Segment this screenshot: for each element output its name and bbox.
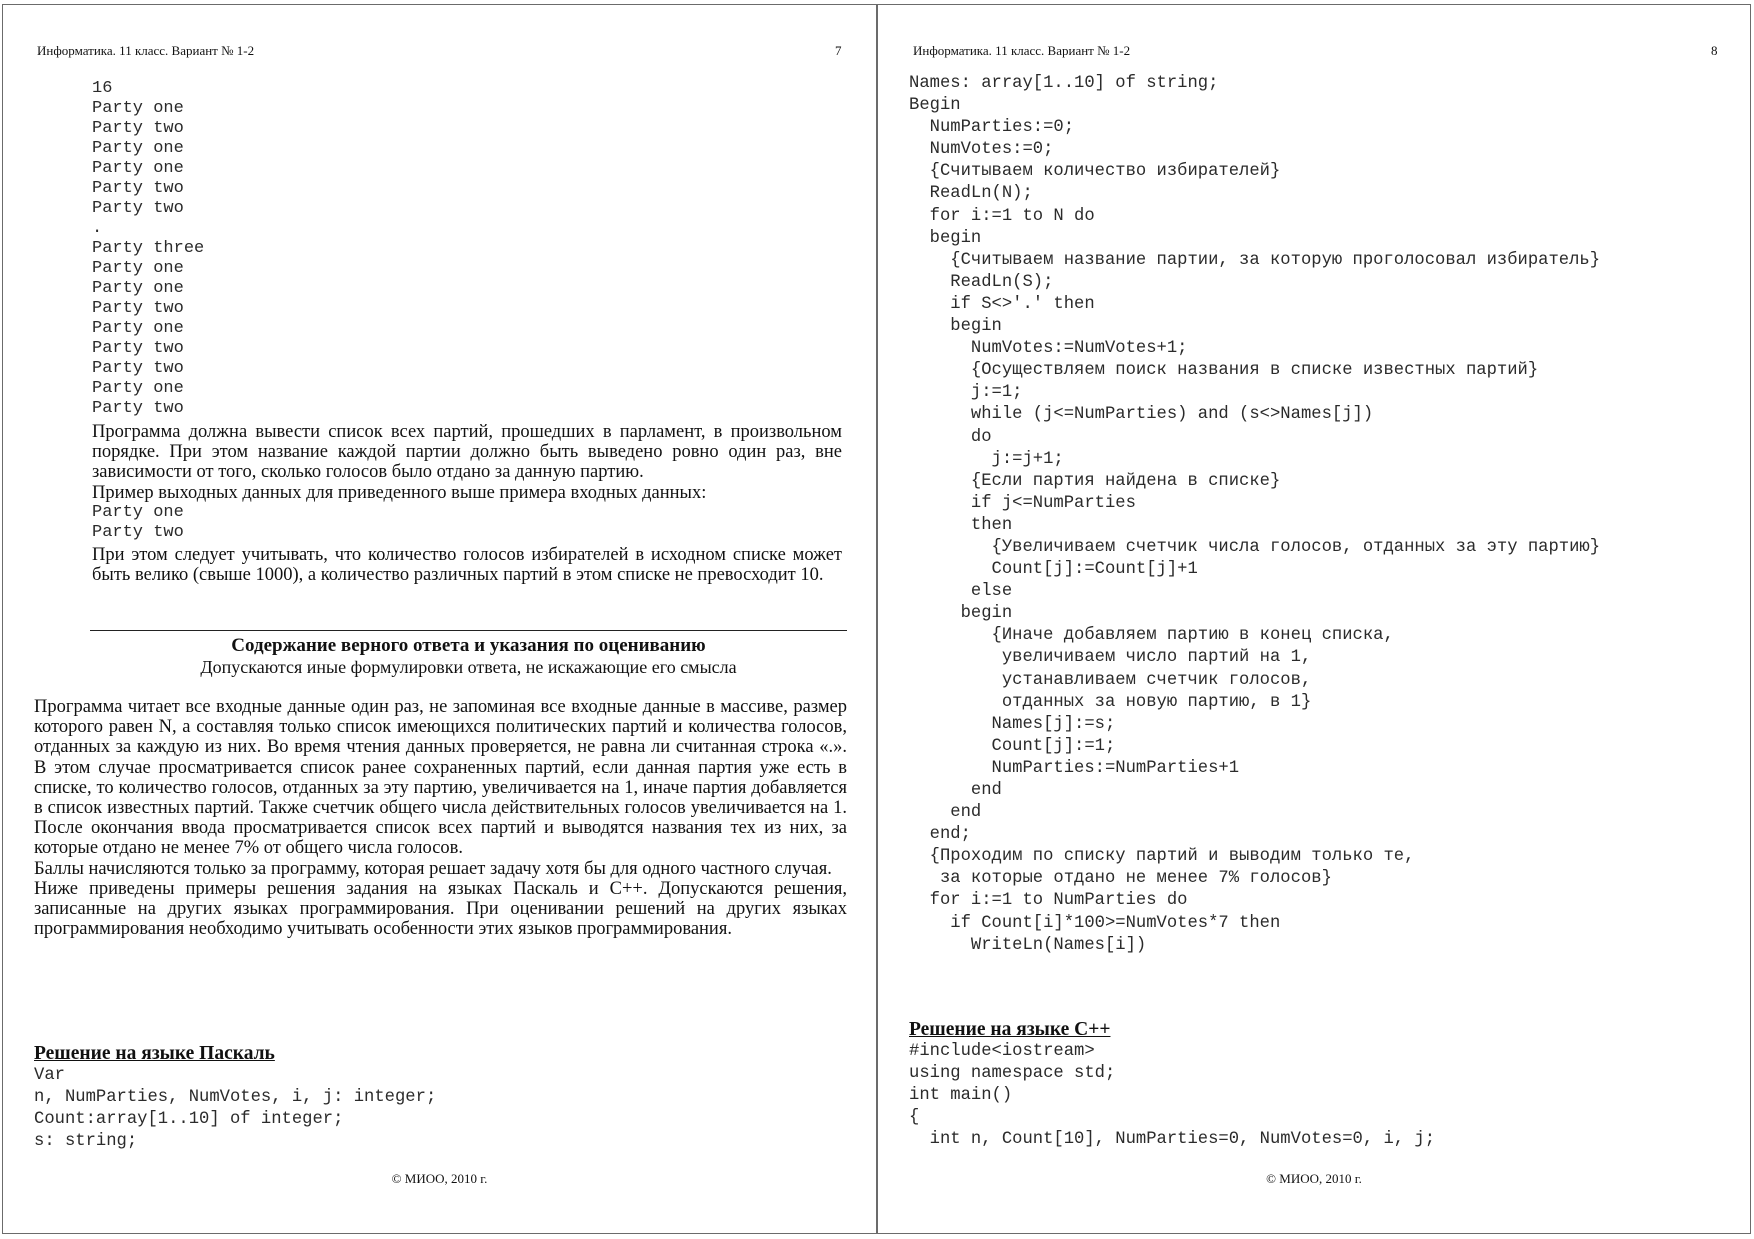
code-line: 16 [92,79,113,98]
answer-heading-block [90,635,847,678]
page-7 [2,4,877,1234]
code-line: Party one [92,379,184,398]
code-line: Party two [92,119,184,138]
code-line: устанавливаем счетчик голосов, [909,670,1312,690]
code-line: Party two [92,179,184,198]
cpp-heading: Решение на языке С++ [909,1019,1111,1040]
code-line: for i:=1 to N do [909,206,1095,226]
pascal-heading: Решение на языке Паскаль [34,1043,275,1064]
code-line: using namespace std; [909,1064,1116,1084]
code-line: WriteLn(Names[i]) [909,935,1147,955]
code-line: Count:array[1..10] of integer; [34,1110,344,1130]
code-line: . [92,219,103,238]
answer-subheading: Допускаются иные формулировки ответа, не искажающие его смысла [200,657,737,677]
code-line: NumVotes:=0; [909,140,1054,160]
code-line: {Иначе добавляем партию в конец списка, [909,626,1394,646]
code-line: int n, Count[10], NumParties=0, NumVotes=0, i, j; [909,1130,1436,1150]
code-line: Party one [92,279,184,298]
output-description-block [92,422,842,585]
code-line: отданных за новую партию, в 1} [909,692,1312,712]
code-line: Party two [92,199,184,218]
input-example-block [92,79,852,419]
code-line: ReadLn(N); [909,184,1033,204]
code-line: {Считываем количество избирателей} [909,162,1281,182]
code-line: Names[j]:=s; [909,714,1116,734]
output-example-intro: Пример выходных данных для приведенного выше примера входных данных: [92,482,707,503]
code-line: {Считываем название партии, за которую проголосовал избиратель} [909,250,1601,270]
code-line: Names: array[1..10] of string; [909,74,1219,93]
code-line: begin [909,317,1002,337]
constraint-paragraph: При этом следует учитывать, что количество голосов избирателей в исходном списке может быть велико (свыше 1000), а количество различных партий в этом списке не превосходит 10. [92,544,842,586]
code-line: s: string; [34,1132,138,1152]
pascal-code-continued [909,73,1744,957]
answer-heading: Содержание верного ответа и указания по оцениванию [231,635,706,656]
languages-paragraph: Ниже приведены примеры решения задания на языках Паскаль и С++. Допускаются решения, записанные на других языках программирования. При оценивании решений на других языках программирования необходимо учитывать особенности этих языков программирования. [34,878,847,940]
code-line: #include<iostream> [909,1042,1095,1061]
code-line: for i:=1 to NumParties do [909,891,1188,911]
explanation-block [34,697,847,939]
code-line: Var [34,1066,65,1085]
pascal-code [34,1065,847,1153]
page-header: Информатика. 11 класс. Вариант № 1-2 [37,43,255,58]
code-line: end [909,781,1002,800]
code-line: while (j<=NumParties) and (s<>Names[j]) [909,405,1374,425]
input-example-code [92,79,852,419]
code-line: {Проходим по списку партий и выводим только те, [909,847,1415,867]
code-line: n, NumParties, NumVotes, i, j: integer; [34,1088,437,1108]
page-header: Информатика. 11 класс. Вариант № 1-2 [913,43,1131,58]
page-number: 8 [1711,43,1718,58]
output-description: Программа должна вывести список всех партий, прошедших в парламент, в произвольном порядке. При этом название каждой партии должно быть выведено ровно один раз, вне зависимости от того, сколько голосов было отдано за данную партию. [92,422,842,483]
code-line: begin [909,228,982,248]
code-line: if S<>'.' then [909,294,1095,314]
code-line: {Осуществляем поиск названия в списке известных партий} [909,361,1539,381]
code-line: Party one [92,259,184,278]
code-line: Party two [92,339,184,358]
code-line: за которые отдано не менее 7% голосов} [909,869,1332,889]
code-line: int main() [909,1086,1013,1106]
code-line: do [909,427,992,447]
cpp-solution-block [909,1019,1744,1151]
code-line: Count[j]:=1; [909,736,1116,756]
code-line: end [909,803,982,823]
scoring-paragraph: Баллы начисляются только за программу, которая решает задачу хотя бы для одного частного случая. [34,858,832,879]
code-line: Party one [92,502,184,522]
code-line: NumParties:=0; [909,118,1075,138]
page-number: 7 [835,43,842,58]
pascal-solution-block [34,1043,847,1153]
section-divider [90,630,847,631]
code-line: ReadLn(S); [909,272,1054,292]
code-line: Party two [92,522,184,542]
code-line: Party three [92,239,205,258]
explanation-paragraph: Программа читает все входные данные один раз, не запоминая все входные данные в массиве, размер которого равен N, а составляя только список имеющихся политических партий и количества голосов, отданных за каждую из них. Во время чтения данных проверяется, не равна ли считанная строка «.». В этом случае просматривается список ранее сохраненных партий, если данная партия уже есть в списке, то количество голосов, отданных за эту партию, увеличивается на 1, иначе партия добавляется в список известных партий. Также счетчик общего числа действительных голосов увеличивается на 1. После окончания ввода просматривается список всех партий и выводятся названия тех из них, за которые отдано не менее 7% от общего числа голосов. [34,697,847,859]
code-line: NumParties:=NumParties+1 [909,758,1240,778]
code-line: end; [909,825,971,845]
pascal-code [909,73,1744,957]
code-line: else [909,582,1013,602]
code-line: j:=j+1; [909,449,1064,469]
code-line: Party one [92,159,184,178]
code-line: { [909,1108,920,1128]
code-line: Party one [92,99,184,118]
code-line: NumVotes:=NumVotes+1; [909,339,1188,359]
code-line: if j<=NumParties [909,493,1136,513]
code-line: {Если партия найдена в списке} [909,471,1281,491]
cpp-code [909,1041,1744,1151]
page-footer: © МИОО, 2010 г. [391,1171,488,1186]
page-footer: © МИОО, 2010 г. [1266,1171,1362,1186]
code-line: Party two [92,299,184,318]
code-line: Party two [92,359,184,378]
code-line: begin [909,604,1013,624]
code-line: then [909,515,1013,535]
code-line: Count[j]:=Count[j]+1 [909,560,1198,580]
code-line: Begin [909,96,961,116]
code-line: Party two [92,399,184,418]
code-line: j:=1; [909,383,1023,403]
page-8 [877,4,1751,1234]
code-line: if Count[i]*100>=NumVotes*7 then [909,913,1281,933]
code-line: {Увеличиваем счетчик числа голосов, отданных за эту партию} [909,537,1601,557]
code-line: увеличиваем число партий на 1, [909,648,1312,668]
code-line: Party one [92,319,184,338]
code-line: Party one [92,139,184,158]
output-example-code [92,503,842,543]
